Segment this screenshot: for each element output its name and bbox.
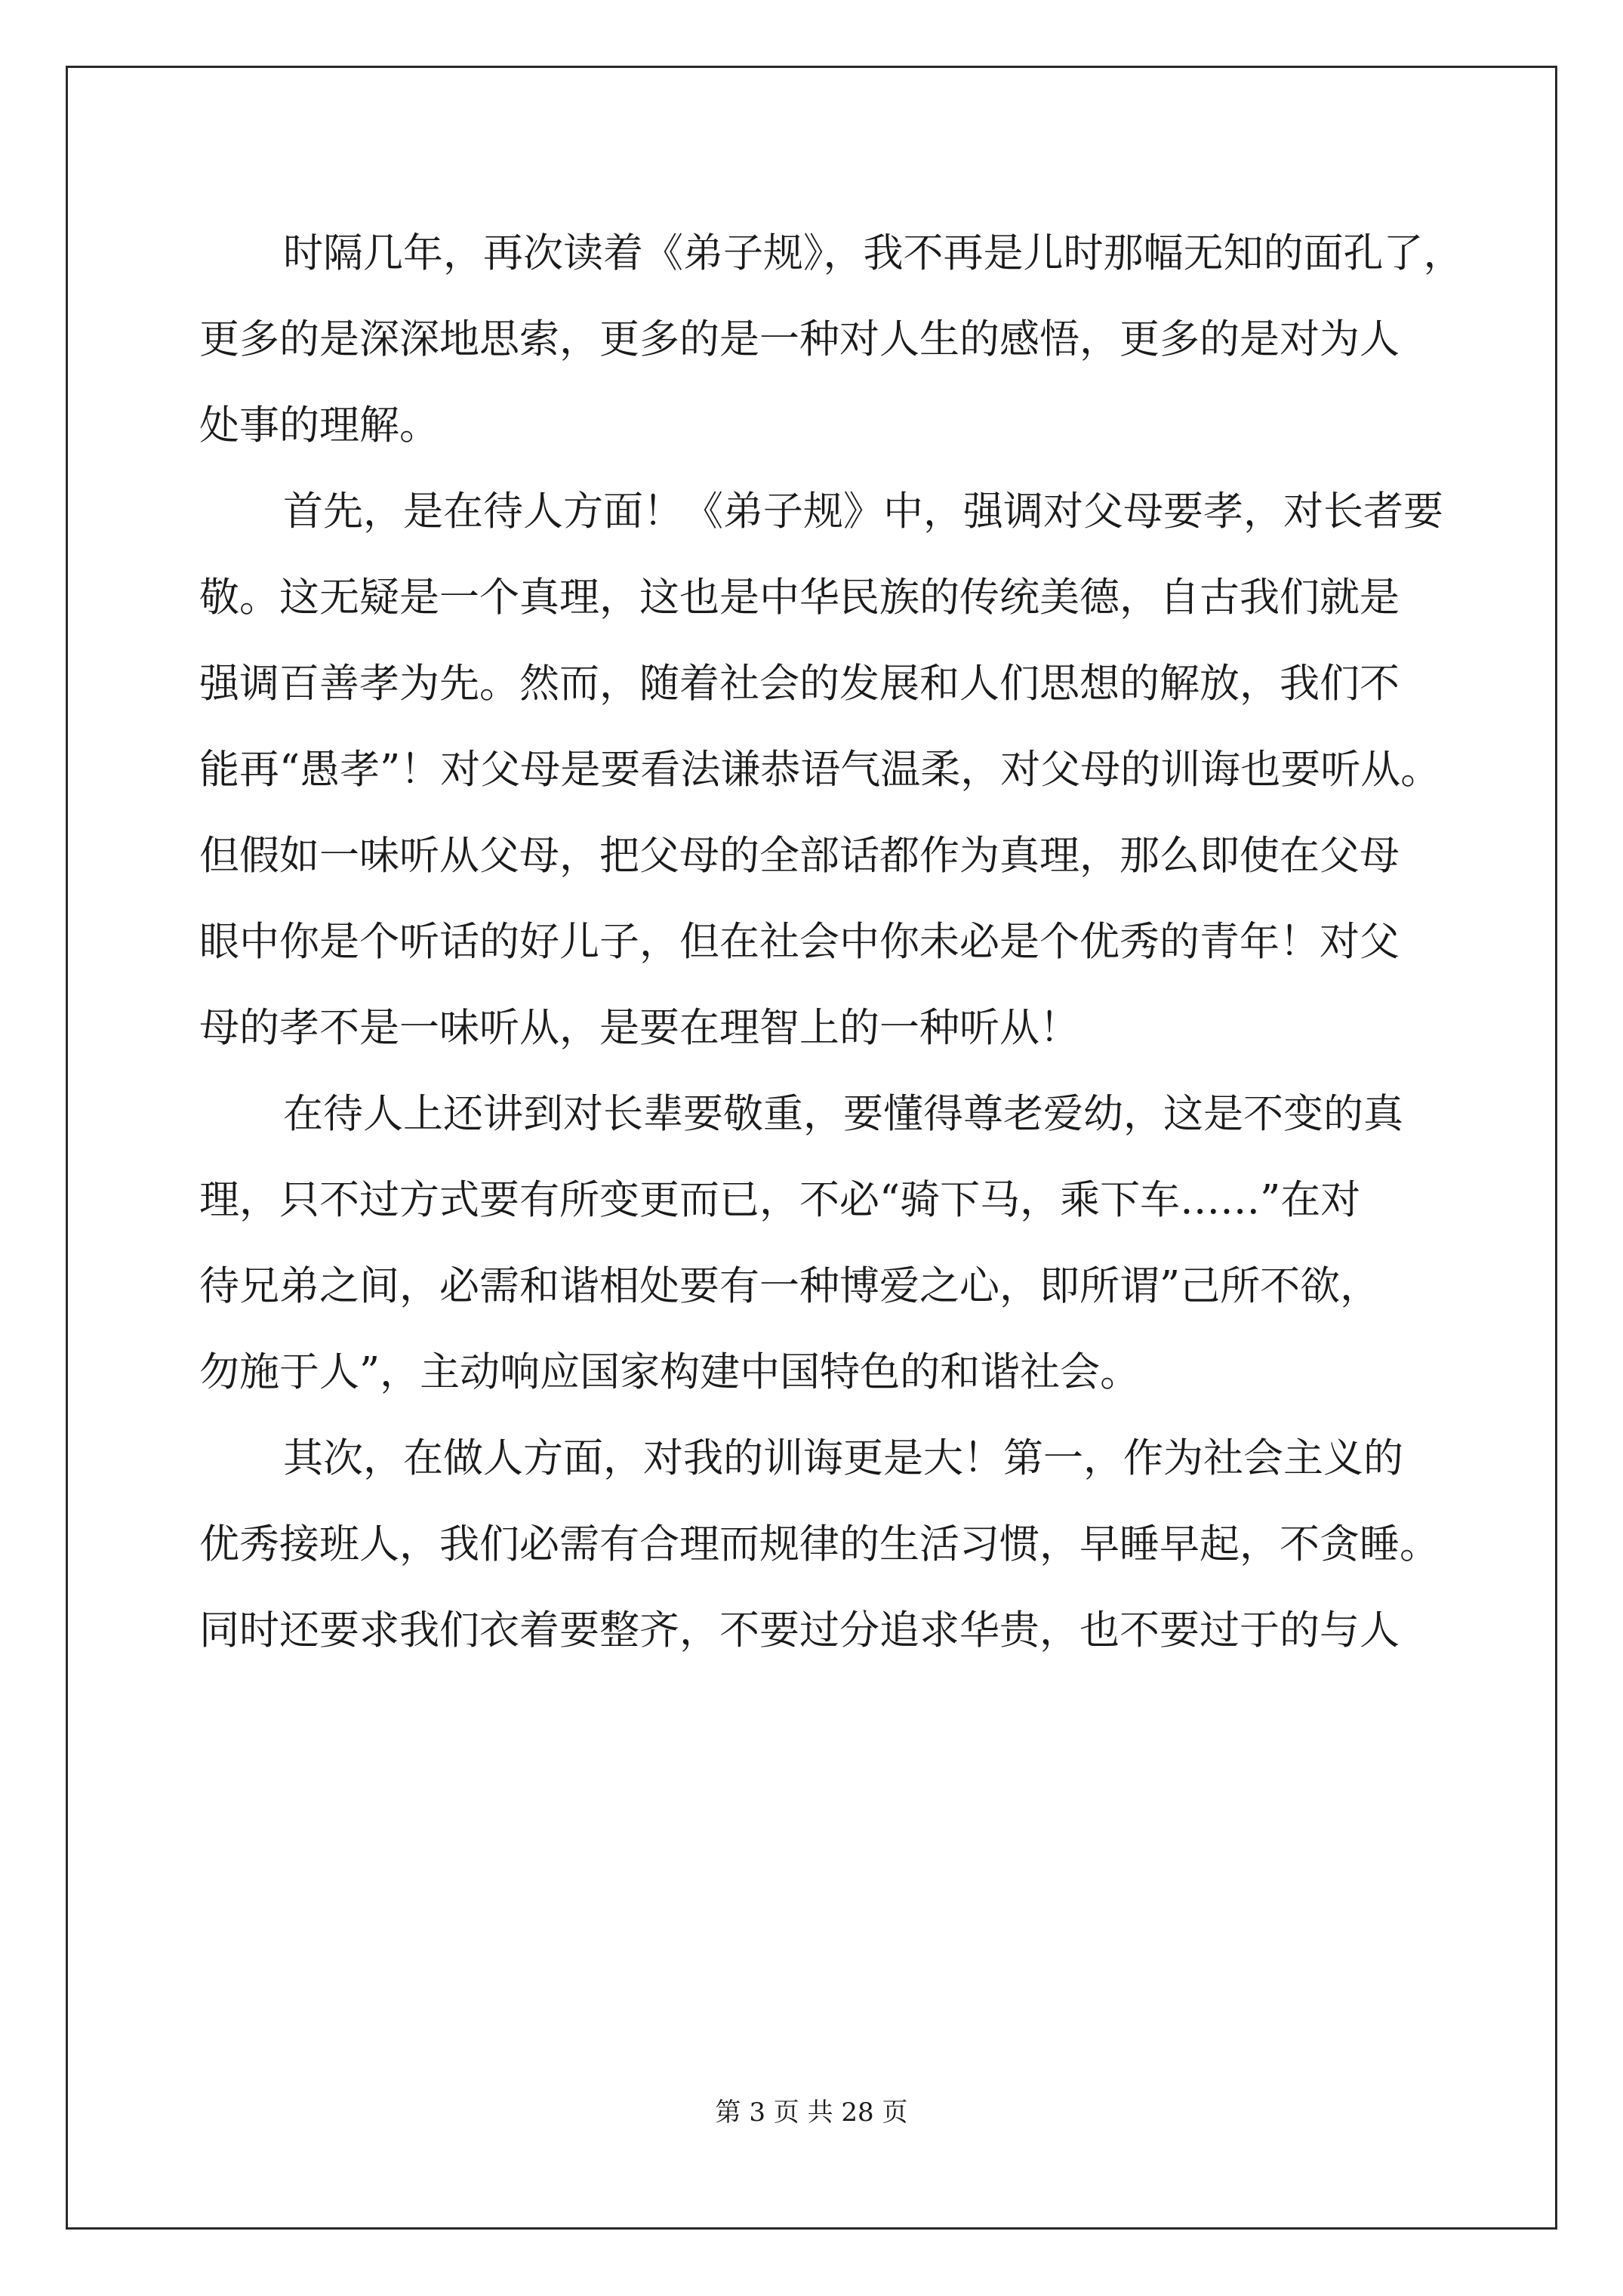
text-line: 但假如一味听从父母，把父母的全部话都作为真理，那么即使在父母	[199, 833, 1400, 879]
text-line: 在待人上还讲到对长辈要敬重，要懂得尊老爱幼，这是不变的真	[283, 1091, 1403, 1137]
text-line: 更多的是深深地思索，更多的是一种对人生的感悟，更多的是对为人	[199, 316, 1400, 362]
page-border	[66, 66, 1557, 2230]
text-line: 处事的理解。	[199, 402, 439, 448]
page-number-footer: 第 3 页 共 28 页	[715, 2097, 908, 2128]
text-line: 能再“愚孝”！对父母是要看法谦恭语气温柔，对父母的训诲也要听从。	[199, 747, 1441, 793]
text-line: 优秀接班人，我们必需有合理而规律的生活习惯，早睡早起，不贪睡。	[199, 1521, 1440, 1567]
text-line: 母的孝不是一味听从，是要在理智上的一种听从！	[199, 1005, 1079, 1051]
text-line: 敬。这无疑是一个真理，这也是中华民族的传统美德，自古我们就是	[199, 575, 1400, 621]
text-line: 理，只不过方式要有所变更而已，不必“骑下马，乘下车……”在对	[199, 1177, 1361, 1223]
text-line: 同时还要求我们衣着要整齐，不要过分追求华贵，也不要过于的与人	[199, 1607, 1400, 1653]
text-line: 眼中你是个听话的好儿子，但在社会中你未必是个优秀的青年！对父	[199, 919, 1400, 965]
text-line: 时隔几年，再次读着《弟子规》，我不再是儿时那幅无知的面孔了，	[283, 230, 1464, 276]
text-line: 勿施于人”，主动响应国家构建中国特色的和谐社会。	[199, 1349, 1141, 1395]
text-line: 待兄弟之间，必需和谐相处要有一种博爱之心，即所谓”己所不欲，	[199, 1263, 1381, 1309]
text-line: 首先，是在待人方面！《弟子规》中，强调对父母要孝，对长者要	[283, 488, 1443, 535]
text-line: 其次，在做人方面，对我的训诲更是大！第一，作为社会主义的	[283, 1435, 1403, 1481]
text-line: 强调百善孝为先。然而，随着社会的发展和人们思想的解放，我们不	[199, 661, 1400, 707]
